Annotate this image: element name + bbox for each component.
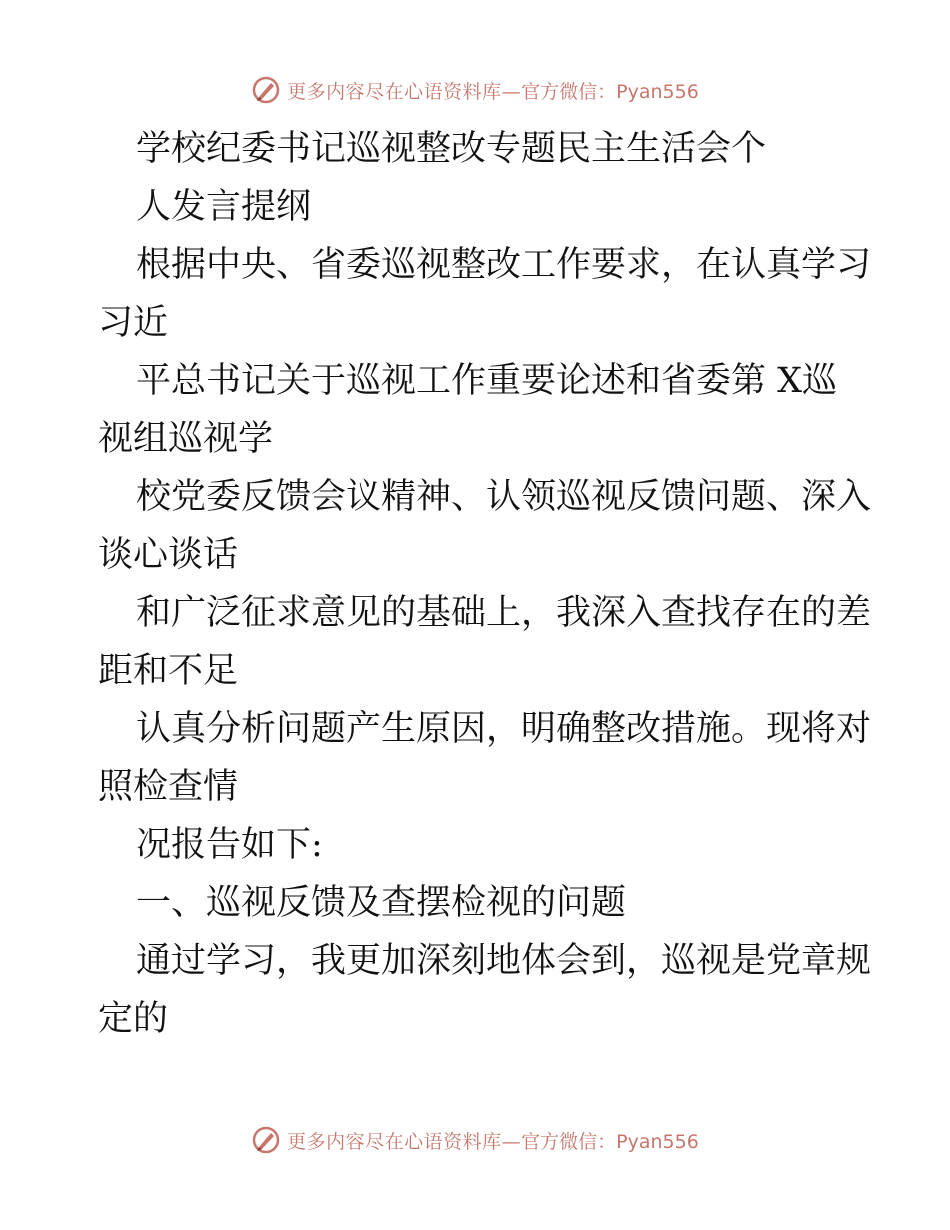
document-line: 认真分析问题产生原因，明确整改措施。现将对	[136, 709, 872, 749]
document-line: 距和不足	[98, 651, 239, 691]
banner-wechat: 官方微信：Pyan556	[521, 80, 699, 103]
document-line: 定的	[98, 999, 169, 1039]
pen-logo-icon	[251, 1125, 281, 1155]
document-line: 校党委反馈会议精神、认领巡视反馈问题、深入	[136, 477, 872, 517]
banner-text: 更多内容尽在心语资料库—	[287, 80, 522, 103]
document-line: 一、巡视反馈及查摆检视的问题	[136, 883, 627, 923]
header-banner	[0, 70, 950, 110]
document-line: 根据中央、省委巡视整改工作要求，在认真学习	[136, 245, 872, 285]
pen-logo-icon	[251, 75, 281, 105]
document-line: 谈心谈话	[98, 535, 239, 575]
footer-banner	[0, 1120, 950, 1160]
document-line: 视组巡视学	[98, 419, 274, 459]
document-line: 况报告如下:	[136, 825, 323, 865]
document-line: 和广泛征求意见的基础上，我深入查找存在的差	[136, 593, 872, 633]
document-line: 学校纪委书记巡视整改专题民主生活会个	[136, 129, 767, 169]
document-line: 平总书记关于巡视工作重要论述和省委第 X巡	[136, 361, 838, 401]
banner-text: 更多内容尽在心语资料库—	[287, 1130, 522, 1153]
document-line: 通过学习，我更加深刻地体会到，巡视是党章规	[136, 941, 872, 981]
document-line: 习近	[98, 303, 169, 343]
document-line: 照检查情	[98, 767, 239, 807]
document-line: 人发言提纲	[136, 187, 312, 227]
document-body	[98, 120, 872, 1048]
banner-wechat: 官方微信：Pyan556	[521, 1130, 699, 1153]
